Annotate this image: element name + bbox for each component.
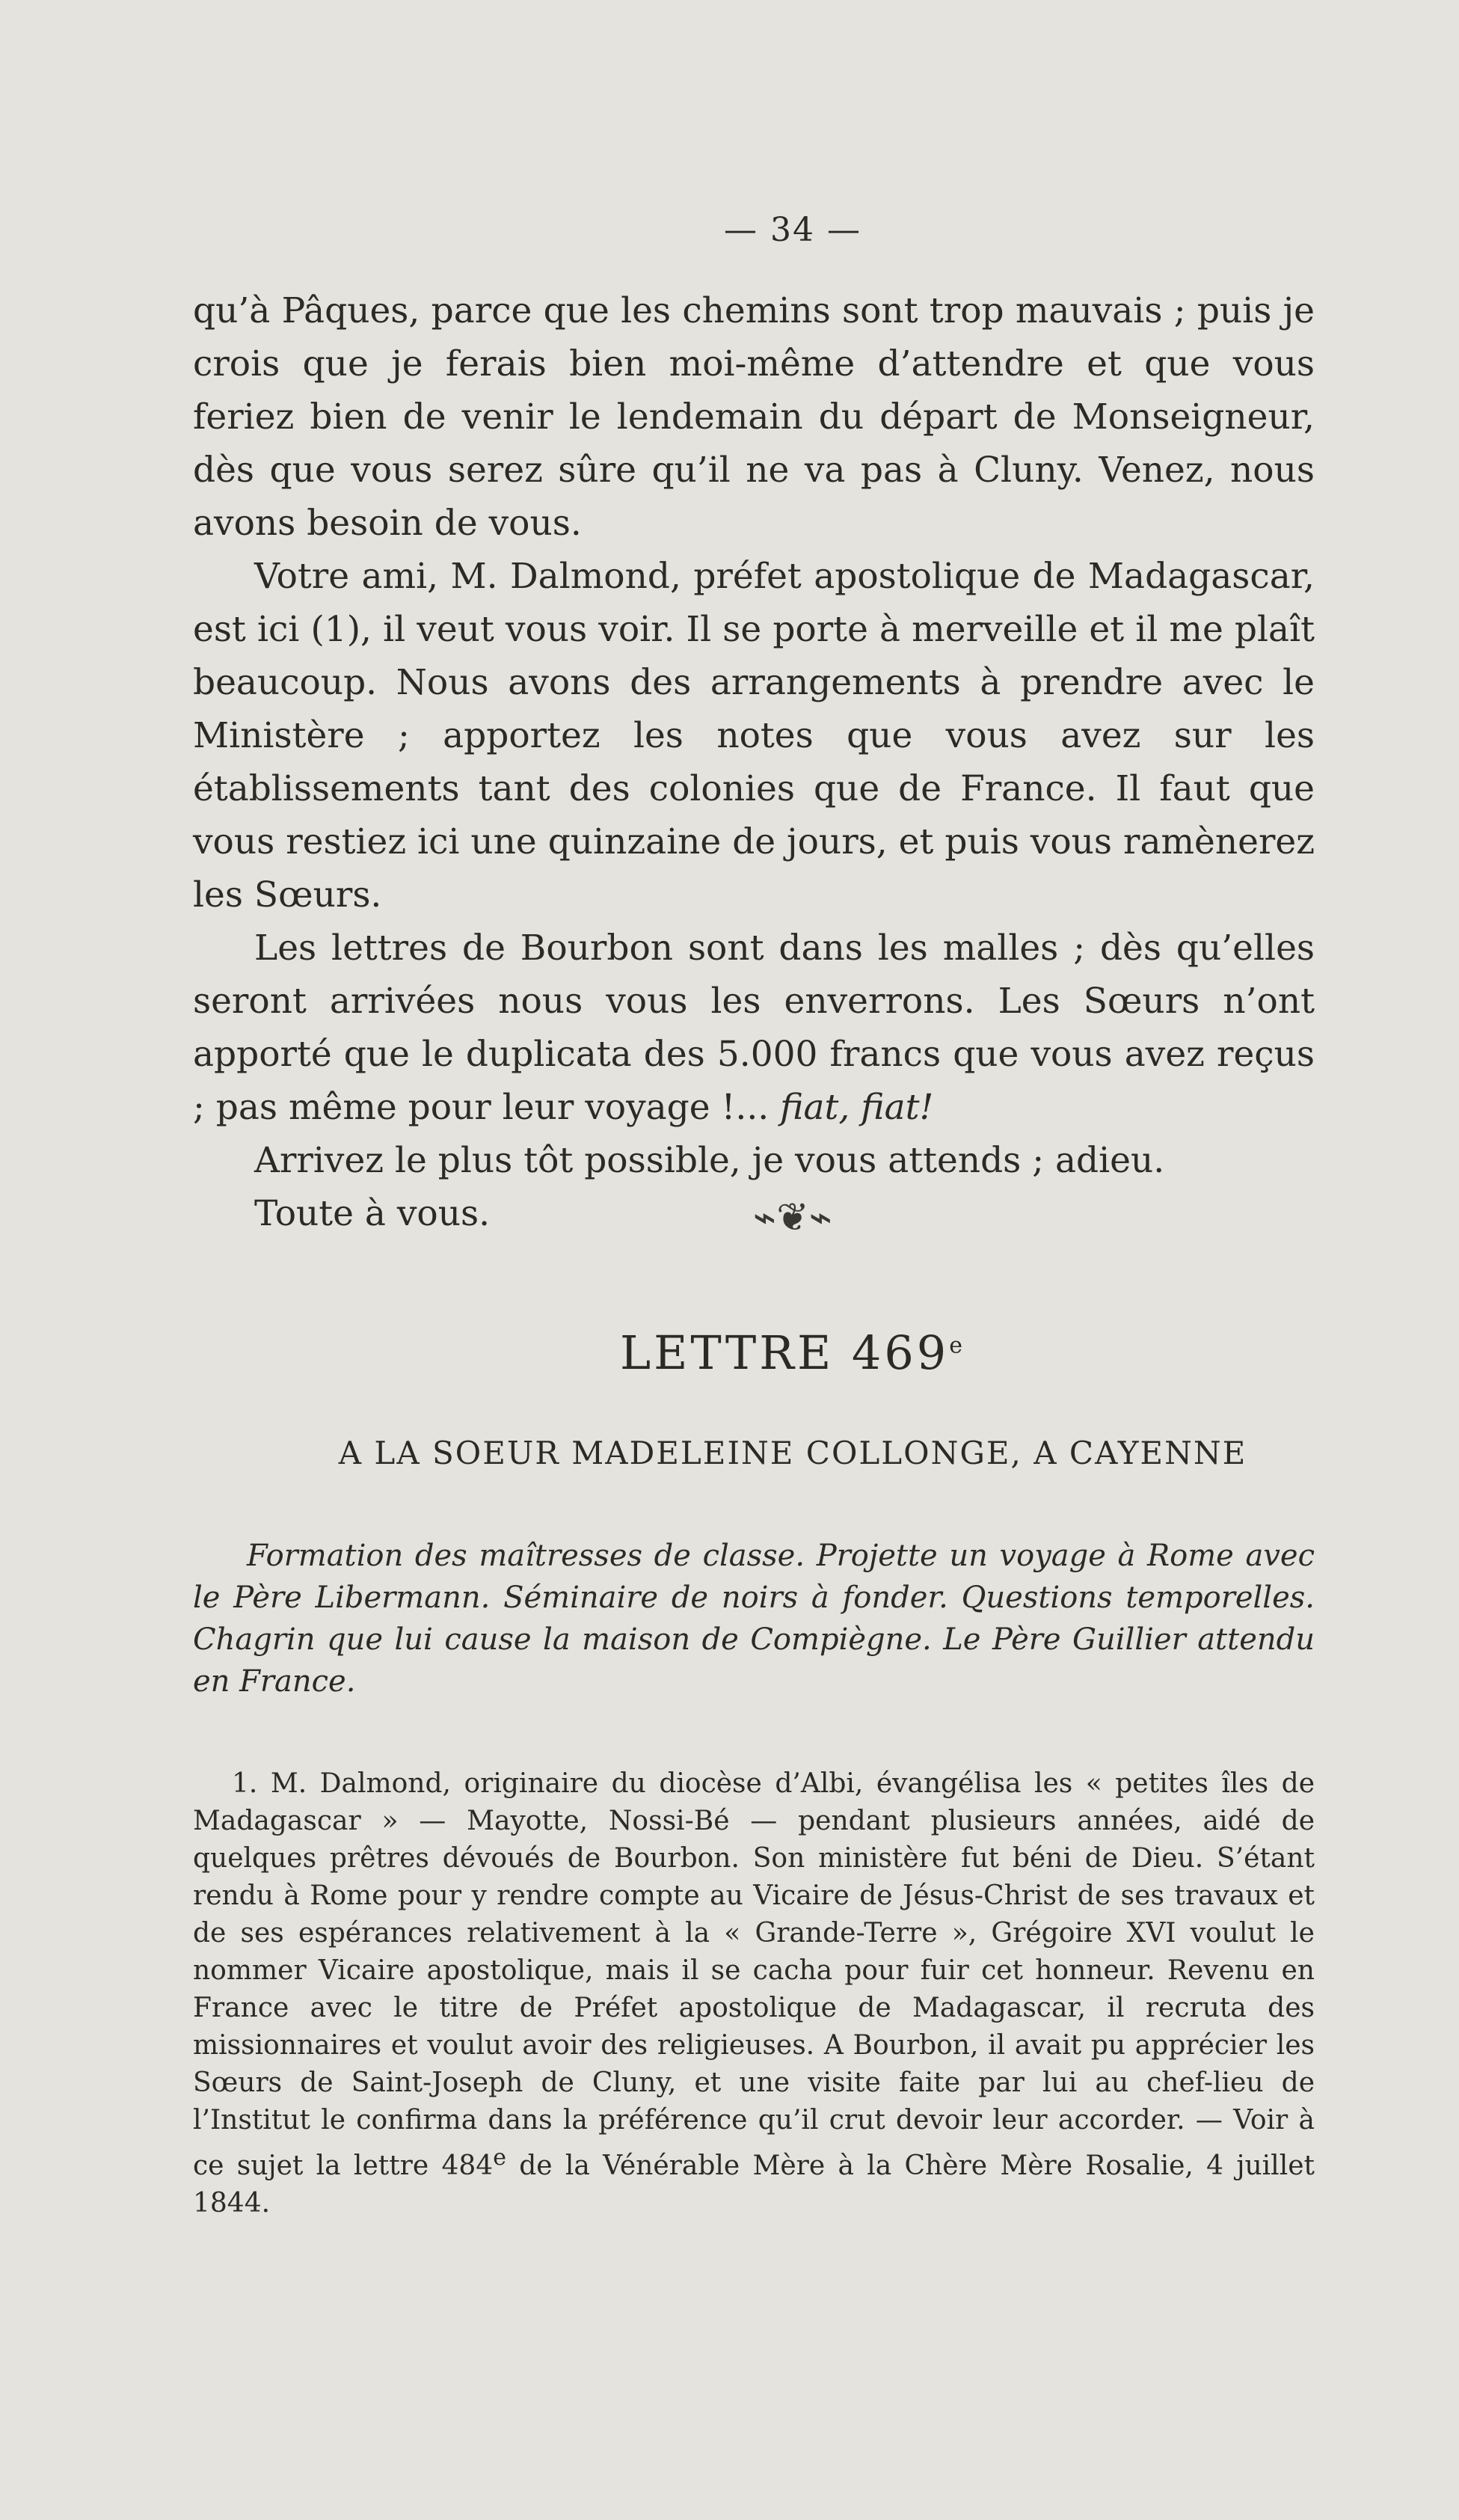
footnote-text-end: de la Vénérable Mère à la Chère Mère Rosalie, 4 juillet 1844. — [193, 2150, 1315, 2219]
letter-summary: Formation des maîtresses de classe. Projette un voyage à Rome avec le Père Libermann. Séminaire de noirs à fonder. Questions temporelles. Chagrin que lui cause la maison de Compiègne. Le Père Guillier attendu en France. — [193, 1539, 1315, 1699]
paragraph-2: Votre ami, M. Dalmond, préfet apostolique de Madagascar, est ici (1), il veut vous voir. Il se porte à merveille et il me plaît beaucoup. Nous avons des arrangements à prendre avec le Ministère ; apportez les notes que vous avez sur les établissements tant des colonies que de France. Il faut que vous restiez ici une quinzaine de jours, et puis vous ramènerez les Sœurs. — [193, 556, 1315, 916]
letter-title-sup: e — [949, 1332, 966, 1359]
paragraph-3-italic: fiat, fiat! — [780, 1087, 934, 1128]
letter-title — [0, 1325, 1459, 1380]
paragraph-3 — [193, 922, 1315, 1134]
footnote-text: 1. M. Dalmond, originaire du diocèse d’Albi, évangélisa les « petites îles de Madagascar » — Mayotte, Nossi-Bé — pendant plusieurs années, aidé de quelques prêtres dévoués de Bourbon. Son ministère fut béni de Dieu. S’étant rendu à Rome pour y rendre compte au Vicaire de Jésus-Christ de ses travaux et de ses espérances relativement à la « Grande-Terre », Grégoire XVI voulut le nommer Vicaire apostolique, mais il se cacha pour fuir cet honneur. Revenu en France avec le titre de Préfet apostolique de Madagascar, il recruta des missionnaires et voulut avoir des religieuses. A Bourbon, il avait pu apprécier les Sœurs de Saint-Joseph de Cluny, et une visite faite par lui au chef-lieu de l’Institut le confirma dans la préférence qu’il crut devoir leur accorder. — Voir à ce sujet la lettre 484 — [193, 1768, 1315, 2181]
fleuron-ornament: ⌁❦⌁ — [752, 1195, 833, 1240]
footnote-ref-sup: e — [493, 2145, 506, 2171]
footnote — [193, 1765, 1315, 2222]
closing-line-2: Toute à vous. — [254, 1193, 491, 1234]
paragraph-1: qu’à Pâques, parce que les chemins sont trop mauvais ; puis je crois que je ferais bien moi-même d’attendre et que vous feriez bien de venir le lendemain du départ de Monseigneur, dès que vous serez sûre qu’il ne va pas à Cluny. Venez, nous avons besoin de vous. — [193, 290, 1315, 544]
letter-recipient: A LA SOEUR MADELEINE COLLONGE, A CAYENNE — [338, 1435, 1247, 1471]
page-number: — 34 — — [724, 211, 861, 249]
letter-body — [193, 284, 1315, 1240]
letter-title-text: LETTRE 469 — [619, 1325, 950, 1380]
closing-line-1: Arrivez le plus tôt possible, je vous attends ; adieu. — [254, 1140, 1165, 1181]
paragraph-3-text: Les lettres de Bourbon sont dans les malles ; dès qu’elles seront arrivées nous vous les enverrons. Les Sœurs n’ont apporté que le duplicata des 5.000 francs que vous avez reçus ; pas même pour leur voyage !... — [193, 928, 1315, 1128]
